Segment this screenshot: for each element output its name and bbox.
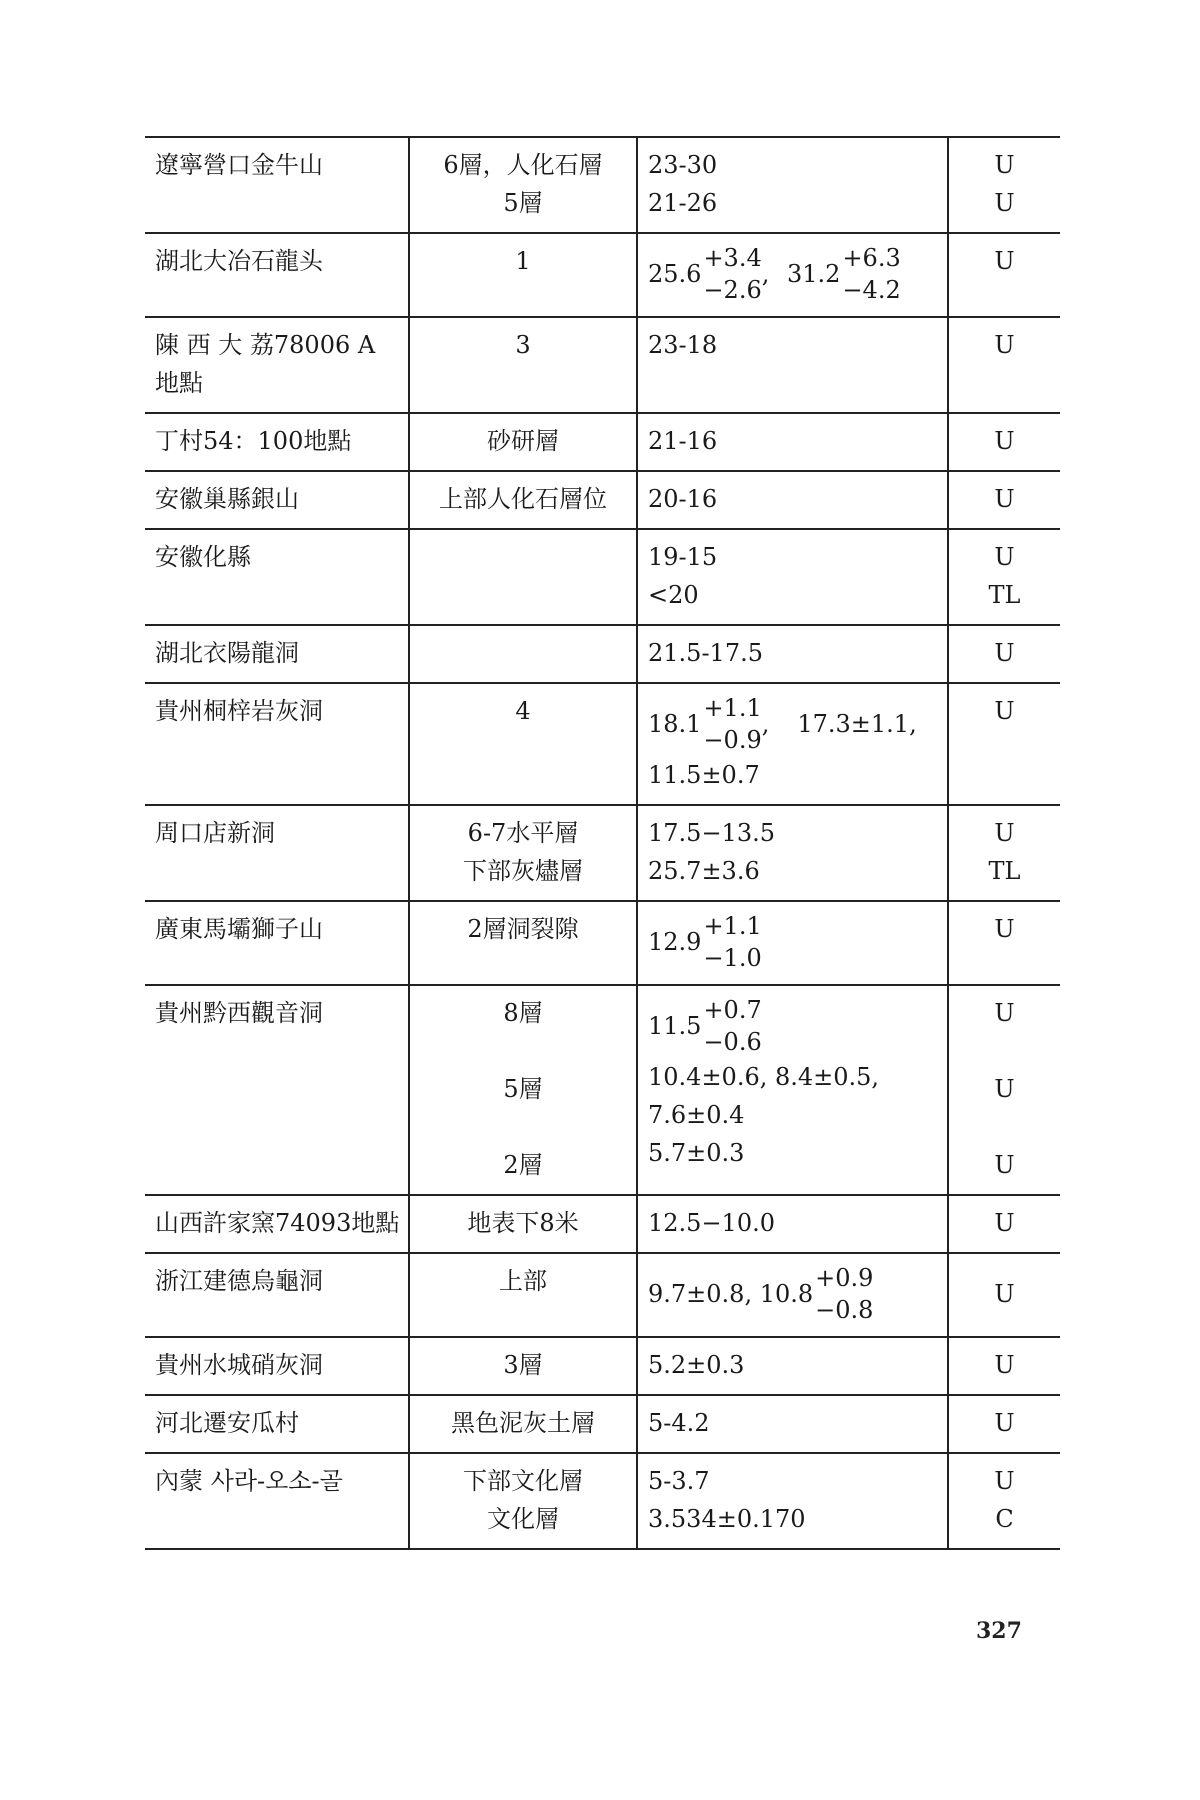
method-cell: U (948, 1337, 1060, 1395)
method-cell: U C (948, 1453, 1060, 1549)
site-cell: 貴州水城硝灰洞 (145, 1337, 409, 1395)
table-row (145, 317, 1060, 413)
method-cell: U (948, 413, 1060, 471)
site-cell: 內蒙 사라-오소-골 (145, 1453, 409, 1549)
age-cell (637, 901, 948, 985)
dating-table (145, 136, 1060, 1550)
method-cell: U (948, 471, 1060, 529)
age-cell: 9.7±0.8, 10.8 +0.9 −0.8 (637, 1253, 948, 1337)
site-cell: 浙江建德烏龜洞 (145, 1253, 409, 1337)
layer-cell: 3 (409, 317, 637, 413)
table-row (145, 529, 1060, 625)
age-cell: 23-30 21-26 (637, 137, 948, 233)
site-cell: 丁村54：100地點 (145, 413, 409, 471)
age-cell: 23-18 (637, 317, 948, 413)
site-cell: 遼寧營口金牛山 (145, 137, 409, 233)
site-cell: 湖北衣陽龍洞 (145, 625, 409, 683)
age-fraction: 25.6 +3.4 −2.6 , (648, 244, 770, 304)
method-cell: U U (948, 137, 1060, 233)
table-row (145, 985, 1060, 1195)
method-cell: U (948, 1253, 1060, 1337)
table-row (145, 1253, 1060, 1337)
table-row (145, 683, 1060, 805)
age-fraction: 10.8 +0.9 −0.8 (759, 1264, 874, 1324)
method-cell: U TL (948, 805, 1060, 901)
table-row (145, 805, 1060, 901)
site-cell: 山西許家窯74093地點 (145, 1195, 409, 1253)
table-row (145, 137, 1060, 233)
age-cell: 20-16 (637, 471, 948, 529)
age-fraction: 31.2 +6.3 −4.2 (787, 244, 901, 304)
layer-cell: 砂研層 (409, 413, 637, 471)
table-row (145, 471, 1060, 529)
table-row (145, 413, 1060, 471)
age-cell: 18.1 +1.1 −0.9 , 17.3±1.1, 11.5±0.7 (637, 683, 948, 805)
layer-cell: 4 (409, 683, 637, 805)
layer-cell: 6層，人化石層 5層 (409, 137, 637, 233)
table-row (145, 901, 1060, 985)
layer-cell: 3層 (409, 1337, 637, 1395)
age-cell: 12.5−10.0 (637, 1195, 948, 1253)
layer-cell: 8層 5層 2層 (409, 985, 637, 1195)
age-fraction: 12.9 +1.1 −1.0 (648, 912, 762, 972)
layer-cell: 6-7水平層 下部灰燼層 (409, 805, 637, 901)
age-cell: 21.5-17.5 (637, 625, 948, 683)
table-row (145, 1453, 1060, 1549)
method-cell: U U U (948, 985, 1060, 1195)
age-fraction: 11.5 +0.7 −0.6 (648, 996, 762, 1056)
site-cell: 貴州黔西觀音洞 (145, 985, 409, 1195)
layer-cell: 地表下8米 (409, 1195, 637, 1253)
site-cell: 貴州桐梓岩灰洞 (145, 683, 409, 805)
age-cell (637, 233, 948, 317)
table-row (145, 1195, 1060, 1253)
age-cell: 5.2±0.3 (637, 1337, 948, 1395)
site-cell: 廣東馬壩獅子山 (145, 901, 409, 985)
table-row (145, 233, 1060, 317)
method-cell: U (948, 901, 1060, 985)
layer-cell: 1 (409, 233, 637, 317)
site-cell: 安徽化縣 (145, 529, 409, 625)
site-cell: 河北遷安瓜村 (145, 1395, 409, 1453)
layer-cell (409, 529, 637, 625)
age-cell: 21-16 (637, 413, 948, 471)
site-cell: 周口店新洞 (145, 805, 409, 901)
site-cell: 湖北大冶石龍头 (145, 233, 409, 317)
page-number: 327 (976, 1618, 1022, 1644)
method-cell: U (948, 683, 1060, 805)
age-fraction: 18.1 +1.1 −0.9 , (648, 694, 770, 754)
age-cell: 5-3.7 3.534±0.170 (637, 1453, 948, 1549)
method-cell: U (948, 625, 1060, 683)
method-cell: U (948, 1395, 1060, 1453)
layer-cell: 下部文化層 文化層 (409, 1453, 637, 1549)
layer-cell: 黑色泥灰土層 (409, 1395, 637, 1453)
table-row (145, 625, 1060, 683)
table-row (145, 1337, 1060, 1395)
layer-cell: 上部 (409, 1253, 637, 1337)
age-cell: 11.5 +0.7 −0.6 10.4±0.6, 8.4±0.5, 7.6±0.4 5.7±0.3 (637, 985, 948, 1195)
layer-cell: 2層洞裂隙 (409, 901, 637, 985)
age-cell: 17.5−13.5 25.7±3.6 (637, 805, 948, 901)
site-cell: 安徽巢縣銀山 (145, 471, 409, 529)
method-cell: U TL (948, 529, 1060, 625)
age-cell: 19-15 <20 (637, 529, 948, 625)
layer-cell: 上部人化石層位 (409, 471, 637, 529)
method-cell: U (948, 233, 1060, 317)
age-cell: 5-4.2 (637, 1395, 948, 1453)
table-row (145, 1395, 1060, 1453)
method-cell: U (948, 1195, 1060, 1253)
layer-cell (409, 625, 637, 683)
method-cell: U (948, 317, 1060, 413)
site-cell: 陳 西 大 荔78006 A 地點 (145, 317, 409, 413)
